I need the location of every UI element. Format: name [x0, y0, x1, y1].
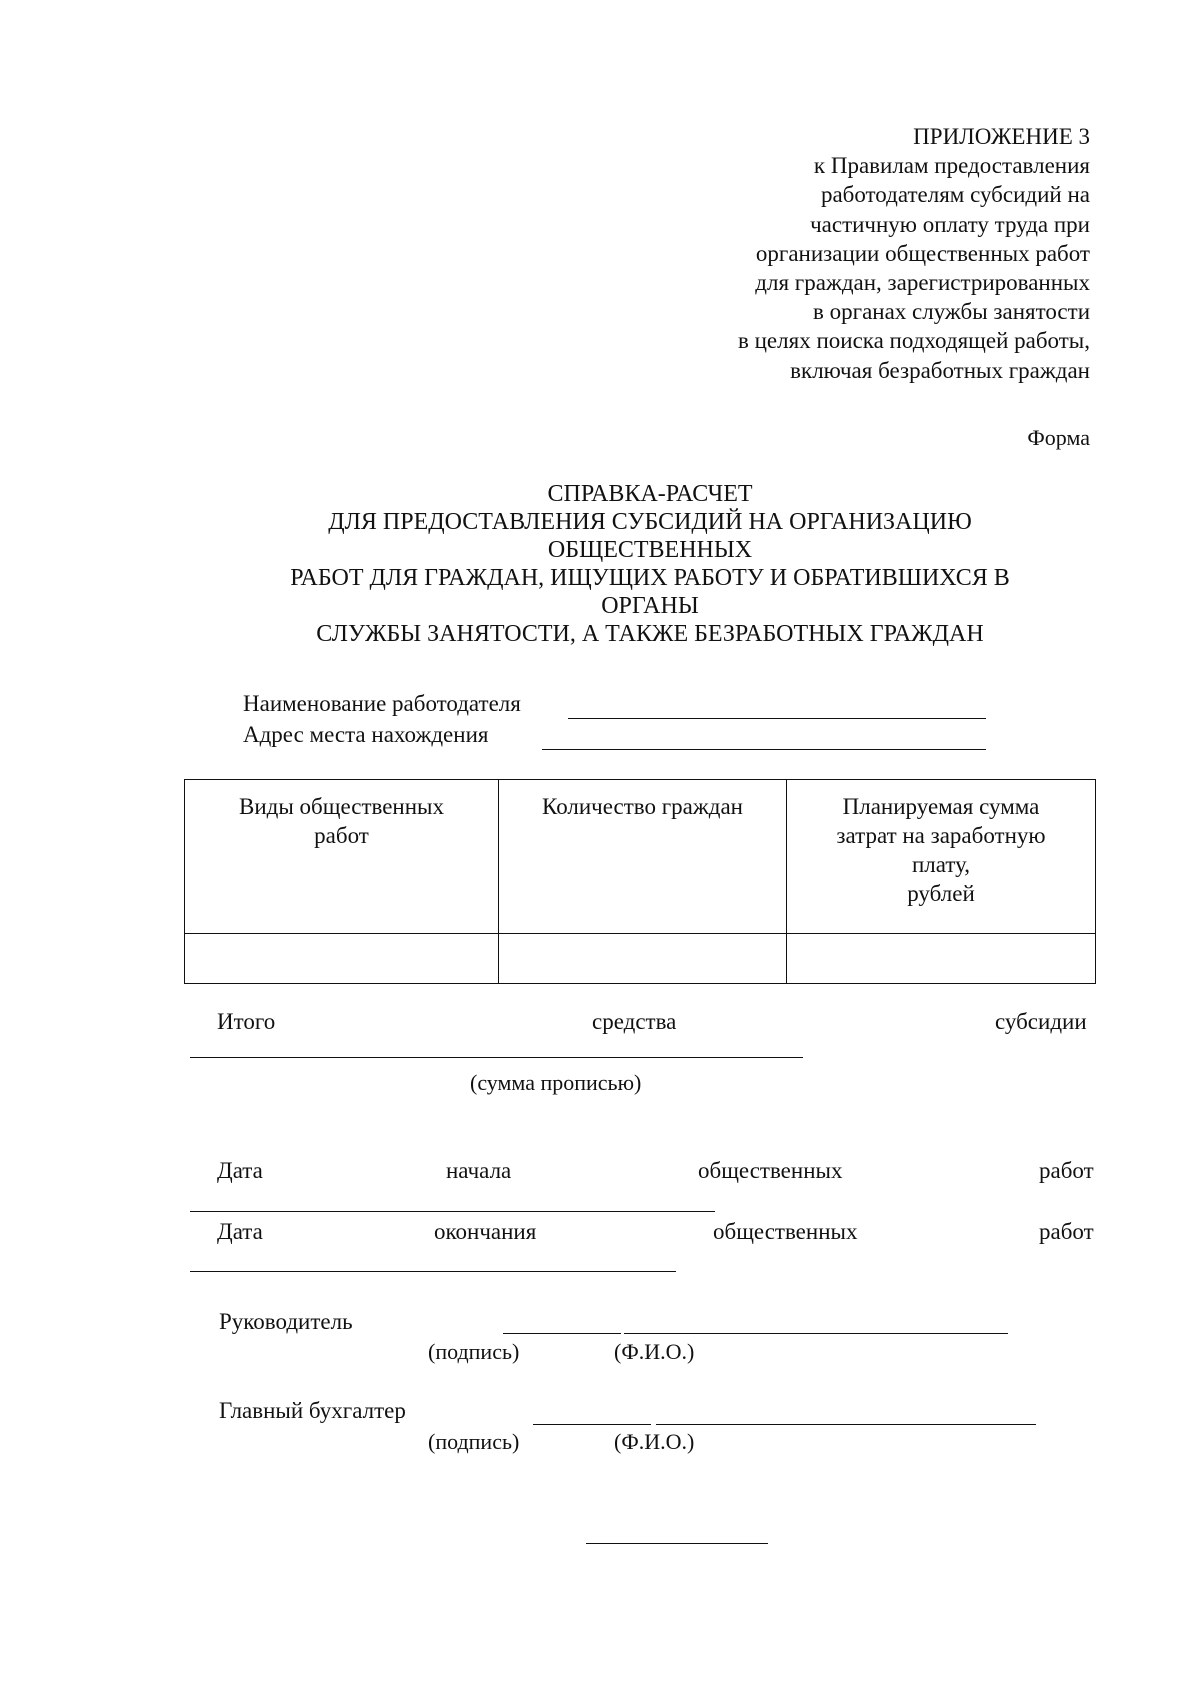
annex-line: включая безработных граждан — [790, 357, 1090, 383]
start-date-word-4: работ — [1039, 1158, 1094, 1183]
total-word-2: средства — [592, 1009, 677, 1034]
end-date-word-4: работ — [1039, 1219, 1094, 1244]
address-label: Адрес места нахождения — [243, 722, 489, 747]
title-line: ОРГАНЫ — [601, 593, 699, 619]
column-header-work-types: Виды общественных работ — [185, 780, 499, 934]
accountant-signature-caption: (подпись) — [428, 1429, 520, 1454]
title-line: ОБЩЕСТВЕННЫХ — [547, 537, 753, 563]
employer-name-field[interactable] — [568, 718, 986, 719]
annex-line: для граждан, зарегистрированных — [755, 270, 1090, 296]
director-label: Руководитель — [219, 1309, 353, 1334]
annex-line: работодателям субсидий на — [820, 182, 1090, 208]
title-line: ДЛЯ ПРЕДОСТАВЛЕНИЯ СУБСИДИЙ НА ОРГАНИЗАЦИЮ — [328, 509, 972, 535]
title-line: СЛУЖБЫ ЗАНЯТОСТИ, А ТАКЖЕ БЕЗРАБОТНЫХ ГРАЖДАН — [316, 621, 984, 647]
start-date-word-3: общественных — [698, 1158, 843, 1183]
accountant-signature-field[interactable] — [533, 1424, 651, 1425]
accountant-name-caption: (Ф.И.О.) — [614, 1429, 695, 1454]
column-header-citizens-count: Количество граждан — [499, 780, 787, 934]
table-cell[interactable] — [185, 934, 499, 984]
total-word-1: Итого — [217, 1009, 276, 1034]
director-signature-caption: (подпись) — [428, 1339, 520, 1364]
employer-name-label: Наименование работодателя — [243, 691, 521, 716]
subsidy-table — [184, 779, 1096, 984]
director-name-caption: (Ф.И.О.) — [614, 1339, 695, 1364]
director-name-field[interactable] — [624, 1333, 1008, 1334]
table-cell[interactable] — [787, 934, 1096, 984]
annex-line: к Правилам предоставления — [813, 153, 1090, 179]
document-title — [200, 480, 1100, 648]
address-field[interactable] — [542, 749, 986, 750]
title-line: СПРАВКА-РАСЧЕТ — [547, 481, 753, 507]
annex-line: частичную оплату труда при — [810, 211, 1090, 237]
annex-block — [530, 122, 1090, 385]
annex-line: в органах службы занятости — [813, 299, 1090, 325]
total-amount-field[interactable] — [190, 1057, 803, 1058]
end-date-word-1: Дата — [217, 1219, 263, 1244]
table-header-row — [185, 780, 1096, 934]
title-line: РАБОТ ДЛЯ ГРАЖДАН, ИЩУЩИХ РАБОТУ И ОБРАТИВШИХСЯ В — [290, 565, 1010, 591]
start-date-word-2: начала — [446, 1158, 512, 1183]
table-row — [185, 934, 1096, 984]
accountant-name-field[interactable] — [656, 1424, 1036, 1425]
start-date-word-1: Дата — [217, 1158, 263, 1183]
start-date-field[interactable] — [190, 1211, 715, 1212]
table-cell[interactable] — [499, 934, 787, 984]
annex-line: в целях поиска подходящей работы, — [738, 328, 1090, 354]
end-date-word-3: общественных — [713, 1219, 858, 1244]
total-word-3: субсидии — [995, 1009, 1087, 1034]
annex-line: организации общественных работ — [755, 240, 1090, 266]
accountant-label: Главный бухгалтер — [219, 1398, 406, 1423]
director-signature-field[interactable] — [503, 1333, 621, 1334]
end-date-field[interactable] — [190, 1271, 676, 1272]
amount-in-words-caption: (сумма прописью) — [470, 1070, 642, 1095]
annex-heading: ПРИЛОЖЕНИЕ 3 — [913, 124, 1090, 149]
column-header-planned-amount: Планируемая сумма затрат на заработную плату, рублей — [787, 780, 1096, 934]
closing-separator — [586, 1543, 768, 1544]
end-date-word-2: окончания — [434, 1219, 537, 1244]
form-label: Форма — [1027, 425, 1090, 450]
